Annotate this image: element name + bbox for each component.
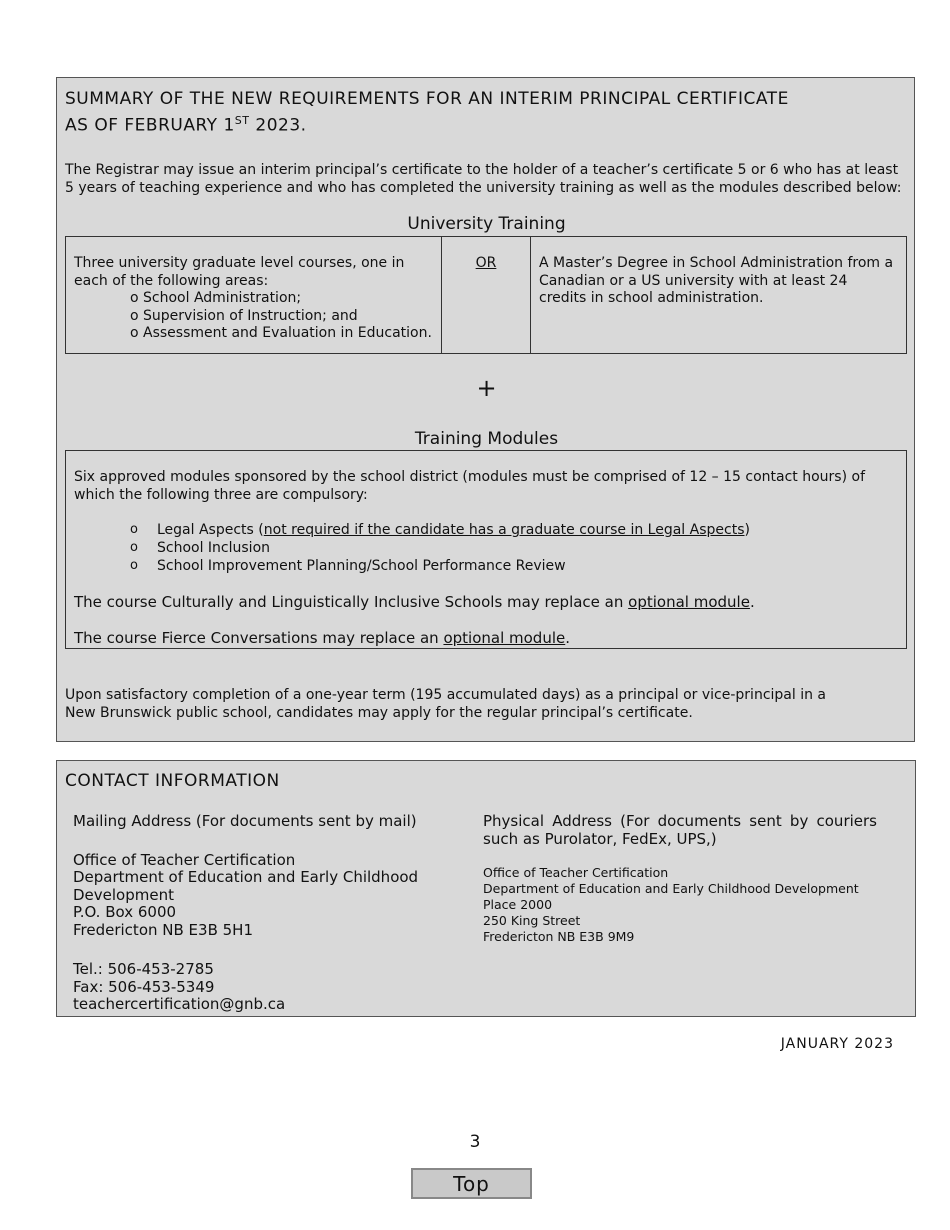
legal-aspects-suffix: ) (744, 522, 750, 538)
replace1-period: . (749, 593, 755, 611)
bullet-icon: o (130, 540, 138, 555)
intro-line1: The Registrar may issue an interim principal’s certificate to the holder of a teacher’s certificate 5 or 6 who has at least (65, 162, 899, 178)
legal-aspects-note: not required if the candidate has a graduate course in Legal Aspects (263, 522, 745, 538)
mailing-po-box: P.O. Box 6000 (73, 903, 177, 921)
replace1-text: The course Culturally and Linguistically Inclusive Schools may replace an (74, 593, 629, 611)
email-address[interactable]: teachercertification@gnb.ca (73, 995, 286, 1013)
legal-aspects-label: Legal Aspects ( (157, 522, 264, 538)
fax-number: Fax: 506-453-5349 (73, 977, 215, 996)
title-date-suffix: 2023. (249, 115, 307, 136)
mailing-heading: Mailing Address (For documents sent by mail) (73, 812, 417, 830)
optional-module-link-1: optional module (628, 593, 750, 611)
university-training-heading: University Training (407, 214, 566, 234)
plus-sign: + (476, 374, 497, 402)
training-modules-heading: Training Modules (414, 429, 559, 449)
completion-line2: New Brunswick public school, candidates may apply for the regular principal’s certificate. (65, 705, 693, 721)
replace2-period: . (565, 629, 571, 647)
courses-intro-line1: Three university graduate level courses, one in (74, 255, 405, 271)
optional-module-link-2: optional module (443, 629, 566, 647)
summary-section (56, 77, 915, 742)
area-supervision-of-instruction: o Supervision of Instruction; and (130, 307, 358, 324)
summary-title-line2 (65, 110, 789, 137)
phone-number: Tel.: 506-453-2785 (73, 960, 214, 978)
mailing-address (73, 813, 423, 1014)
school-improvement-label: School Improvement Planning/School Performance Review (157, 558, 566, 574)
list-item (74, 539, 898, 557)
summary-intro (65, 161, 901, 197)
physical-department: Department of Education and Early Childhood Development (483, 881, 859, 896)
bullet-icon: o (130, 558, 138, 573)
title-date-prefix: AS OF FEBRUARY 1 (65, 115, 235, 136)
list-item (74, 521, 898, 539)
physical-address (483, 813, 877, 945)
physical-lines (483, 865, 877, 945)
courses-intro-line2: each of the following areas: (74, 272, 269, 289)
physical-office: Office of Teacher Certification (483, 865, 669, 880)
physical-place: Place 2000 (483, 897, 553, 912)
physical-city-postal: Fredericton NB E3B 9M9 (483, 929, 635, 944)
contact-title: CONTACT INFORMATION (65, 771, 280, 791)
completion-line1: Upon satisfactory completion of a one-year term (195 accumulated days) as a principal or vice-principal in a (65, 687, 826, 703)
or-label: OR (475, 255, 497, 271)
masters-degree-cell: A Master’s Degree in School Administration from a Canadian or a US university with at least 24 credits in school administration. (531, 237, 907, 354)
university-training-table (65, 236, 907, 354)
graduate-courses-cell (66, 237, 442, 354)
completion-note (65, 686, 826, 722)
or-cell (442, 237, 531, 354)
physical-heading: Physical Address (For documents sent by couriers such as Purolator, FedEx, UPS,) (483, 812, 877, 848)
replace2-text: The course Fierce Conversations may replace an (74, 629, 444, 647)
compulsory-modules-list (74, 521, 898, 575)
physical-street: 250 King Street (483, 913, 581, 928)
summary-title (65, 88, 789, 137)
mailing-department: Department of Education and Early Childhood (73, 868, 419, 886)
mailing-office: Office of Teacher Certification (73, 850, 296, 869)
mailing-city-postal: Fredericton NB E3B 5H1 (73, 920, 253, 939)
contact-section (56, 760, 916, 1017)
title-date-superscript: ST (234, 114, 250, 127)
mailing-department-cont: Development (73, 885, 174, 904)
training-modules-box (65, 450, 907, 649)
replace-culturally-inclusive (74, 593, 898, 611)
summary-title-line1: SUMMARY OF THE NEW REQUIREMENTS FOR AN INTERIM PRINCIPAL CERTIFICATE (65, 89, 789, 109)
top-button[interactable]: Top (411, 1168, 532, 1199)
intro-line2: 5 years of teaching experience and who has completed the university training as well as the modules described below: (65, 180, 902, 196)
area-assessment-evaluation: o Assessment and Evaluation in Education. (130, 325, 432, 341)
list-item (74, 557, 898, 575)
area-school-administration: o School Administration; (130, 290, 302, 306)
school-inclusion-label: School Inclusion (157, 540, 271, 556)
modules-intro: Six approved modules sponsored by the school district (modules must be comprised of 12 – 15 contact hours) of which the following three are compulsory: (74, 469, 865, 503)
document-date: JANUARY 2023 (780, 1036, 894, 1052)
page-number: 3 (469, 1132, 481, 1152)
replace-fierce-conversations (74, 629, 898, 647)
bullet-icon: o (130, 522, 138, 537)
